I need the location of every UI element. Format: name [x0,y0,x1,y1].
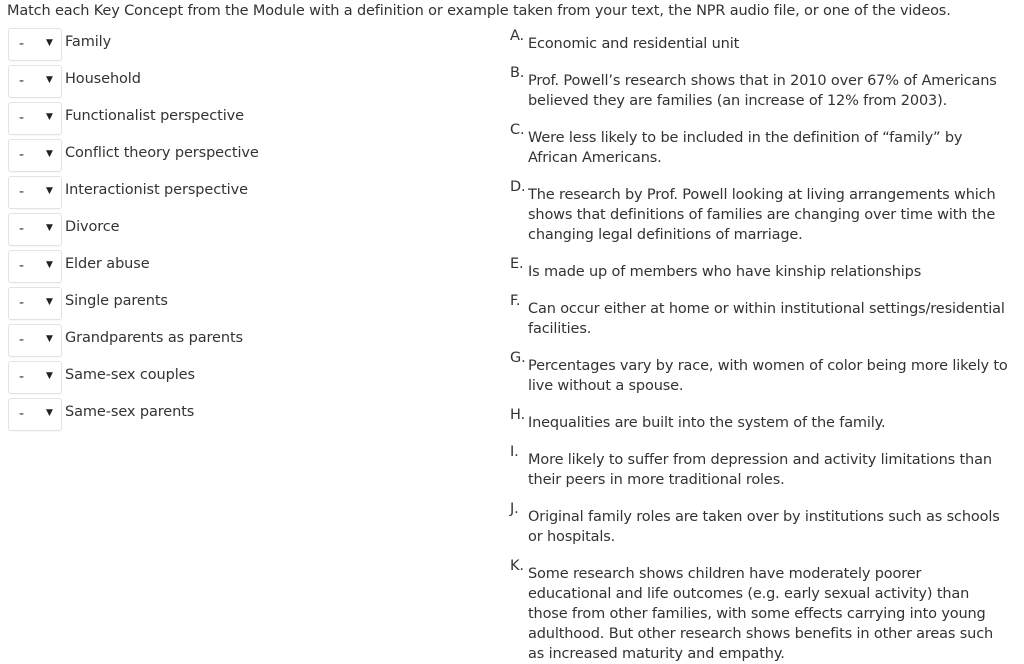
definition-letter: A. [510,28,524,44]
dropdown-arrow-icon: ▼ [46,223,53,233]
select-value: - [19,184,25,200]
definition-letter: B. [510,65,525,81]
concept-label-family: Family [65,34,112,50]
dropdown-arrow-icon: ▼ [46,408,53,418]
select-value: - [19,332,25,348]
dropdown-arrow-icon: ▼ [46,75,53,85]
definition-letter: I. [510,444,519,460]
definition-letter: C. [510,122,525,138]
definition-item-h [508,409,1008,433]
definition-text: The research by Prof. Powell looking at living arrangements which shows that definitions of families are changing over time with the changing legal definitions of marriage. [528,187,996,243]
answer-select-functionalist[interactable] [8,102,62,135]
answer-select-conflict-theory[interactable] [8,139,62,172]
definition-text: Original family roles are taken over by institutions such as schools or hospitals. [528,509,1000,545]
match-row-elder-abuse [8,250,488,287]
concept-list [8,28,488,435]
concept-label-interactionist: Interactionist perspective [65,182,248,198]
dropdown-arrow-icon: ▼ [46,334,53,344]
match-row-functionalist [8,102,488,139]
dropdown-arrow-icon: ▼ [46,260,53,270]
definition-text: More likely to suffer from depression and activity limitations than their peers in more traditional roles. [528,452,992,488]
match-row-same-sex-parents [8,398,488,435]
definition-letter: G. [510,350,526,366]
definition-item-k [508,560,1008,664]
answer-select-single-parents[interactable] [8,287,62,320]
match-row-same-sex-couples [8,361,488,398]
definition-text: Prof. Powell’s research shows that in 2010 over 67% of Americans believed they are families (an increase of 12% from 2003). [528,73,997,109]
definition-text: Is made up of members who have kinship relationships [528,264,922,280]
definition-letter: K. [510,558,524,574]
definition-letter: F. [510,293,521,309]
select-value: - [19,147,25,163]
answer-select-grandparents[interactable] [8,324,62,357]
select-value: - [19,73,25,89]
definition-item-e [508,258,1008,282]
match-row-divorce [8,213,488,250]
definition-text: Percentages vary by race, with women of color being more likely to live without a spouse. [528,358,1008,394]
definition-text: Inequalities are built into the system of the family. [528,415,886,431]
dropdown-arrow-icon: ▼ [46,297,53,307]
match-row-household [8,65,488,102]
concept-label-divorce: Divorce [65,219,120,235]
definition-list [508,30,1008,664]
select-value: - [19,110,25,126]
dropdown-arrow-icon: ▼ [46,149,53,159]
select-value: - [19,36,25,52]
answer-select-interactionist[interactable] [8,176,62,209]
match-row-family [8,28,488,65]
definition-item-i [508,446,1008,490]
instructions-text: Match each Key Concept from the Module with a definition or example taken from your text, the NPR audio file, or one of the videos. [7,3,951,19]
definition-text: Some research shows children have moderately poorer educational and life outcomes (e.g. early sexual activity) than those from other families, with some effects carrying into young adulthood. But other research shows benefits in other areas such as increased maturity and empathy. [528,566,994,662]
answer-select-same-sex-couples[interactable] [8,361,62,394]
concept-label-household: Household [65,71,141,87]
dropdown-arrow-icon: ▼ [46,112,53,122]
concept-label-same-sex-couples: Same-sex couples [65,367,195,383]
answer-select-same-sex-parents[interactable] [8,398,62,431]
match-row-interactionist [8,176,488,213]
definition-item-b [508,67,1008,111]
answer-select-household[interactable] [8,65,62,98]
concept-label-single-parents: Single parents [65,293,168,309]
select-value: - [19,406,25,422]
select-value: - [19,295,25,311]
definition-letter: H. [510,407,525,423]
definition-letter: D. [510,179,526,195]
definition-letter: J. [510,501,519,517]
definition-item-d [508,181,1008,245]
concept-label-conflict-theory: Conflict theory perspective [65,145,259,161]
answer-select-elder-abuse[interactable] [8,250,62,283]
concept-label-same-sex-parents: Same-sex parents [65,404,195,420]
definition-text: Were less likely to be included in the definition of “family” by African Americans. [528,130,963,166]
dropdown-arrow-icon: ▼ [46,38,53,48]
definition-text: Economic and residential unit [528,36,740,52]
definition-item-a [508,30,1008,54]
answer-select-divorce[interactable] [8,213,62,246]
select-value: - [19,258,25,274]
match-row-single-parents [8,287,488,324]
match-row-conflict-theory [8,139,488,176]
definition-item-c [508,124,1008,168]
concept-label-functionalist: Functionalist perspective [65,108,244,124]
concept-label-elder-abuse: Elder abuse [65,256,150,272]
definition-item-f [508,295,1008,339]
dropdown-arrow-icon: ▼ [46,186,53,196]
select-value: - [19,369,25,385]
definition-letter: E. [510,256,524,272]
concept-label-grandparents: Grandparents as parents [65,330,244,346]
definition-item-j [508,503,1008,547]
definition-text: Can occur either at home or within institutional settings/residential facilities. [528,301,1005,337]
dropdown-arrow-icon: ▼ [46,371,53,381]
definition-item-g [508,352,1008,396]
answer-select-family[interactable] [8,28,62,61]
match-row-grandparents [8,324,488,361]
select-value: - [19,221,25,237]
